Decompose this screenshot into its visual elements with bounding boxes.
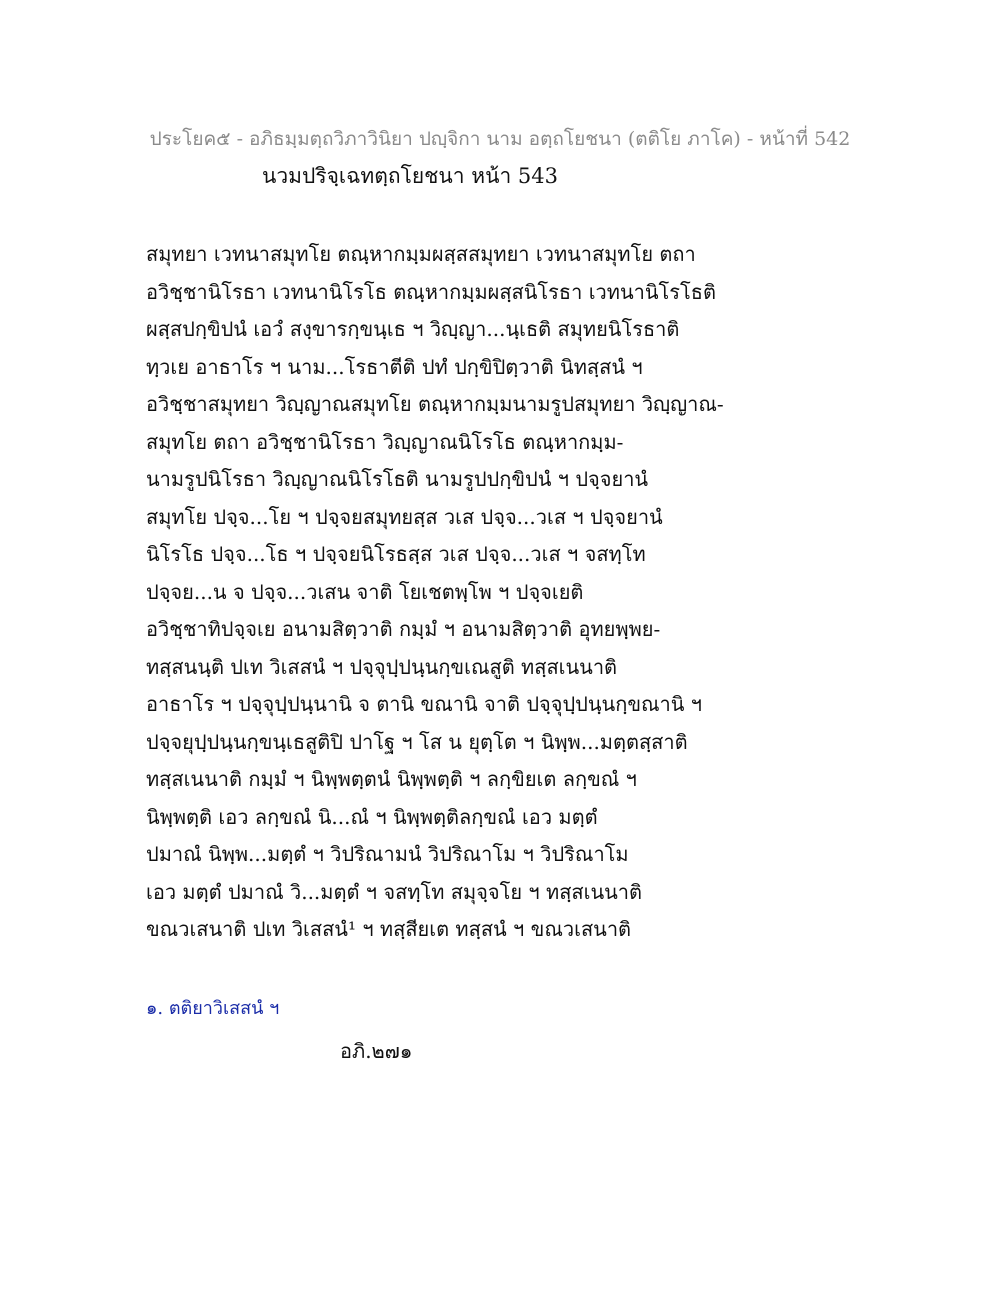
text-line: เอว มตฺตํ ปมาณํ วิ...มตฺตํ ฯ จสทฺโท สมุจฺจโย ฯ ทสฺสเนนาติ bbox=[146, 879, 643, 904]
text-line: อวิชฺชาทิปจฺจเย อนามสิตฺวาติ กมฺมํ ฯ อนามสิตฺวาติ อุทยพฺพย- bbox=[146, 617, 661, 641]
footnote: ๑. ตติยาวิเสสนํ ฯ bbox=[146, 998, 280, 1019]
text-line: ทสฺสนนฺติ ปเท วิเสสนํ ฯ ปจฺจุปฺปนฺนกฺขเณสูติ ทสฺสเนนาติ bbox=[146, 654, 618, 679]
text-line: ทสฺสเนนาติ กมฺมํ ฯ นิพฺพตฺตนํ นิพฺพตฺติ ฯ ลกฺขิยเต ลกฺขณํ ฯ bbox=[146, 767, 637, 791]
section-title: นวมปริจฺเฉทตฺถโยชนา หน้า 543 bbox=[262, 164, 558, 188]
text-line: ทฺวเย อาธาโร ฯ นาม...โรธาตีติ ปทํ ปกฺขิปิตฺวาติ นิทสฺสนํ ฯ bbox=[146, 354, 643, 379]
text-line: นามรูปนิโรธา วิญฺญาณนิโรโธติ นามรูปปกฺขิปนํ ฯ ปจฺจยานํ bbox=[146, 467, 649, 491]
text-line: ปจฺจย...น จ ปจฺจ...วเสน จาติ โยเชตพฺโพ ฯ ปจฺจเยติ bbox=[146, 579, 584, 604]
page-reference: อภิ.๒๗๑ bbox=[340, 1039, 413, 1063]
text-line: ผสฺสปกฺขิปนํ เอวํ สงฺขารกฺขนฺเธ ฯ วิญฺญา...นฺเธติ สมุทยนิโรธาติ bbox=[146, 317, 680, 341]
text-line: สมุทยา เวทนาสมุทโย ตณฺหากมฺมผสฺสสมุทยา เวทนาสมุทโย ตถา bbox=[146, 242, 696, 266]
text-line: สมุทโย ปจฺจ...โย ฯ ปจฺจยสมุทยสฺส วเส ปจฺจ...วเส ฯ ปจฺจยานํ bbox=[146, 504, 663, 529]
running-header: ประโยค๕ - อภิธมฺมตฺถวิภาวินิยา ปญฺจิกา นาม อตฺถโยชนา (ตติโย ภาโค) - หน้าที่ 542 bbox=[149, 128, 851, 150]
body-text bbox=[146, 236, 866, 949]
text-line: อวิชฺชานิโรธา เวทนานิโรโธ ตณฺหากมฺมผสฺสนิโรธา เวทนานิโรโธติ bbox=[146, 279, 716, 304]
text-line: ขณวเสนาติ ปเท วิเสสนํ¹ ฯ ทสฺสียเต ทสฺสนํ ฯ ขณวเสนาติ bbox=[146, 917, 632, 941]
text-line: สมุทโย ตถา อวิชฺชานิโรธา วิญฺญาณนิโรโธ ตณฺหากมฺม- bbox=[146, 429, 624, 454]
text-line: ปจฺจยุปฺปนฺนกฺขนฺเธสูติปิ ปาโฐ ฯ โส น ยุตฺโต ฯ นิพฺพ...มตฺตสฺสาติ bbox=[146, 729, 688, 754]
text-line: ปมาณํ นิพฺพ...มตฺตํ ฯ วิปริณามนํ วิปริณาโม ฯ วิปริณาโม bbox=[146, 842, 629, 866]
text-line: อวิชฺชาสมุทยา วิญฺญาณสมุทโย ตณฺหากมฺมนามรูปสมุทยา วิญฺญาณ- bbox=[146, 392, 724, 416]
text-line: นิพฺพตฺติ เอว ลกฺขณํ นิ...ณํ ฯ นิพฺพตฺติลกฺขณํ เอว มตฺตํ bbox=[146, 804, 598, 829]
text-line: อาธาโร ฯ ปจฺจุปฺปนฺนานิ จ ตานิ ขณานิ จาติ ปจฺจุปฺปนฺนกฺขณานิ ฯ bbox=[146, 692, 703, 716]
text-line: นิโรโธ ปจฺจ...โธ ฯ ปจฺจยนิโรธสฺส วเส ปจฺจ...วเส ฯ จสทฺโท bbox=[146, 542, 646, 566]
